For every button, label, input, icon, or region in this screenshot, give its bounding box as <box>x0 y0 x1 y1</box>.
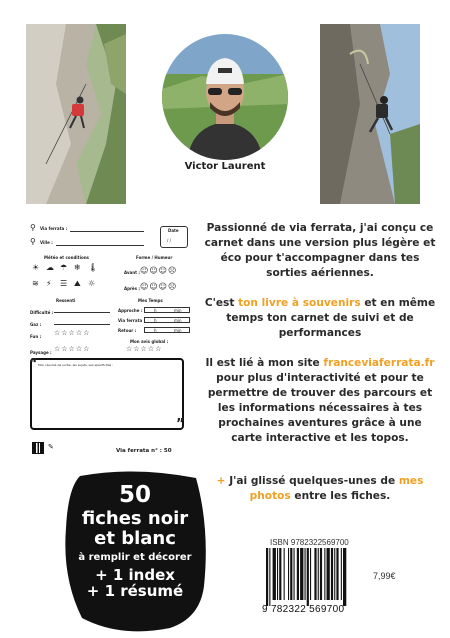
barcode-bar <box>341 548 342 600</box>
climber-photo-right <box>320 24 420 204</box>
gaz-scale <box>54 324 110 325</box>
plus-sign: + <box>216 475 230 487</box>
barcode-bar <box>294 548 295 600</box>
badge-index: + 1 index <box>95 566 175 584</box>
website-paragraph <box>204 356 436 446</box>
sunset-icon: ☼ <box>88 279 96 288</box>
approche-min: min <box>174 308 182 313</box>
forme-title: Forme / Humeur <box>136 255 173 260</box>
p3-start: Il est lié à mon site <box>205 357 324 369</box>
price: 7,99€ <box>373 571 396 581</box>
fog-icon: ☰ <box>60 279 68 288</box>
p2-start: C'est <box>204 297 239 309</box>
close-quote: ” <box>176 417 185 432</box>
snow-icon: ❄ <box>74 263 81 272</box>
author-portrait-photo <box>162 34 288 160</box>
promo-badge <box>60 468 210 636</box>
barcode-bar <box>324 548 325 600</box>
barcode-bar <box>336 548 338 600</box>
retour-h: h <box>154 328 157 333</box>
barcode-bar <box>310 548 311 600</box>
sample-sheet-preview <box>26 218 196 464</box>
ville-label: Ville : <box>40 240 53 245</box>
thermometer-icon: 🌡 <box>88 263 99 272</box>
intro-paragraph: Passionné de via ferrata, j'ai conçu ce carnet dans une version plus légère et éco pour t'accompagner dans tes sorties aériennes. <box>204 222 436 279</box>
p2-end: et en même temps ton carnet de suivi et de performances <box>226 297 436 339</box>
rain-icon: ☂ <box>60 263 68 272</box>
barcode-bar <box>307 548 309 606</box>
barcode-bar <box>266 548 268 606</box>
fun-label: Fun : <box>30 334 42 339</box>
barcode-bar <box>305 548 306 600</box>
mood-after-icons: ☺☺☺☹ <box>140 282 178 291</box>
barcode-bar <box>290 548 292 600</box>
open-quote: “ <box>29 357 38 372</box>
barcode-bar <box>320 548 322 600</box>
qr-code <box>32 442 44 454</box>
badge-resume: + 1 résumé <box>86 582 184 600</box>
date-label: Date <box>168 228 179 233</box>
barcode-bar <box>327 548 330 600</box>
avis-stars: ☆☆☆☆☆ <box>126 345 163 353</box>
via-ferrata-h: h <box>154 318 157 323</box>
barcode-bar <box>343 548 346 606</box>
website-link[interactable]: franceviaferrata.fr <box>323 357 435 369</box>
climber-photo-left <box>26 24 126 204</box>
wind-icon: ≋ <box>32 279 39 288</box>
badge-line-4: à remplir et décorer <box>78 552 192 563</box>
fun-stars: ☆☆☆☆☆ <box>54 329 91 337</box>
barcode-bar <box>318 548 319 600</box>
apres-label: Après : <box>124 286 141 291</box>
mes-temps-title: Mes Temps <box>138 298 163 303</box>
avis-title: Mon avis global : <box>130 339 169 344</box>
isbn-label: ISBN 9782322569700 <box>270 538 349 547</box>
summary-hint: Mon résumé de sortie, les sujets, ses spécificités : <box>38 363 114 367</box>
retour-box <box>144 327 190 333</box>
mood-before-icons: ☺☺☺☹ <box>140 266 178 275</box>
storm-icon: ⚡ <box>46 279 52 288</box>
barcode-bar <box>284 548 285 600</box>
badge-count: 50 <box>118 482 151 508</box>
author-name: Victor Laurent <box>184 161 266 172</box>
paysage-label: Paysage : <box>30 350 52 355</box>
badge-line-2: fiches noir <box>81 508 189 529</box>
approche-label: Approche : <box>118 308 143 313</box>
barcode-bar <box>300 548 303 600</box>
barcode-digits: 9 782322 569700 <box>262 604 345 615</box>
via-ferrata-line <box>70 231 144 232</box>
p4-highlight: mes photos <box>249 475 424 502</box>
barcode-bar <box>334 548 335 600</box>
via-ferrata-time-label: Via ferrata : <box>118 318 146 323</box>
photos-paragraph <box>204 474 436 504</box>
via-ferrata-time-box <box>144 317 190 323</box>
barcode-bar <box>269 548 270 606</box>
barcode-bar <box>288 548 289 600</box>
p4-end: entre les fiches. <box>290 490 391 502</box>
p2-highlight: ton livre à souvenirs <box>238 297 361 309</box>
ville-line <box>56 245 144 246</box>
rock-icon: ⛰ <box>74 279 81 288</box>
barcode-bar <box>273 548 276 600</box>
avant-label: Avant : <box>124 270 141 275</box>
sun-icon: ☀ <box>32 263 40 272</box>
via-ferrata-label: Via ferrata : <box>40 226 68 231</box>
barcode <box>264 548 368 610</box>
p3-end: pour plus d'interactivité et pour te permettre de trouver des parcours et les informations nécessaires à tes prochaines aventures grâce à une carte interactive et les topos. <box>207 372 433 444</box>
paysage-stars: ☆☆☆☆☆ <box>54 345 91 353</box>
gaz-label: Gaz : <box>30 322 42 327</box>
location-icon: ⚲ <box>30 237 36 246</box>
cloud-icon: ☁ <box>46 263 54 272</box>
scan-icon: ✎ <box>48 443 54 451</box>
ressenti-title: Ressenti <box>56 298 76 303</box>
meteo-title: Météo et conditions <box>44 255 89 260</box>
via-ferrata-min: min <box>174 318 182 323</box>
summary-box <box>30 358 184 430</box>
barcode-bar <box>279 548 281 600</box>
approche-h: h <box>154 308 157 313</box>
date-value: / / <box>167 238 171 243</box>
badge-line-3: et blanc <box>94 528 176 549</box>
retour-min: min <box>174 328 182 333</box>
sheet-number: Via ferrata n° : 50 <box>116 448 172 454</box>
barcode-bar <box>331 548 333 600</box>
pin-icon: ⚲ <box>30 223 36 232</box>
approche-box <box>144 307 190 313</box>
barcode-bar <box>314 548 316 600</box>
retour-label: Retour : <box>118 328 137 333</box>
difficulte-label: Difficulté : <box>30 310 54 315</box>
difficulte-scale <box>54 312 110 313</box>
barcode-bar <box>277 548 278 600</box>
souvenir-paragraph <box>204 296 436 341</box>
barcode-bar <box>297 548 299 600</box>
p4-start: J'ai glissé quelques-unes de <box>229 475 399 487</box>
